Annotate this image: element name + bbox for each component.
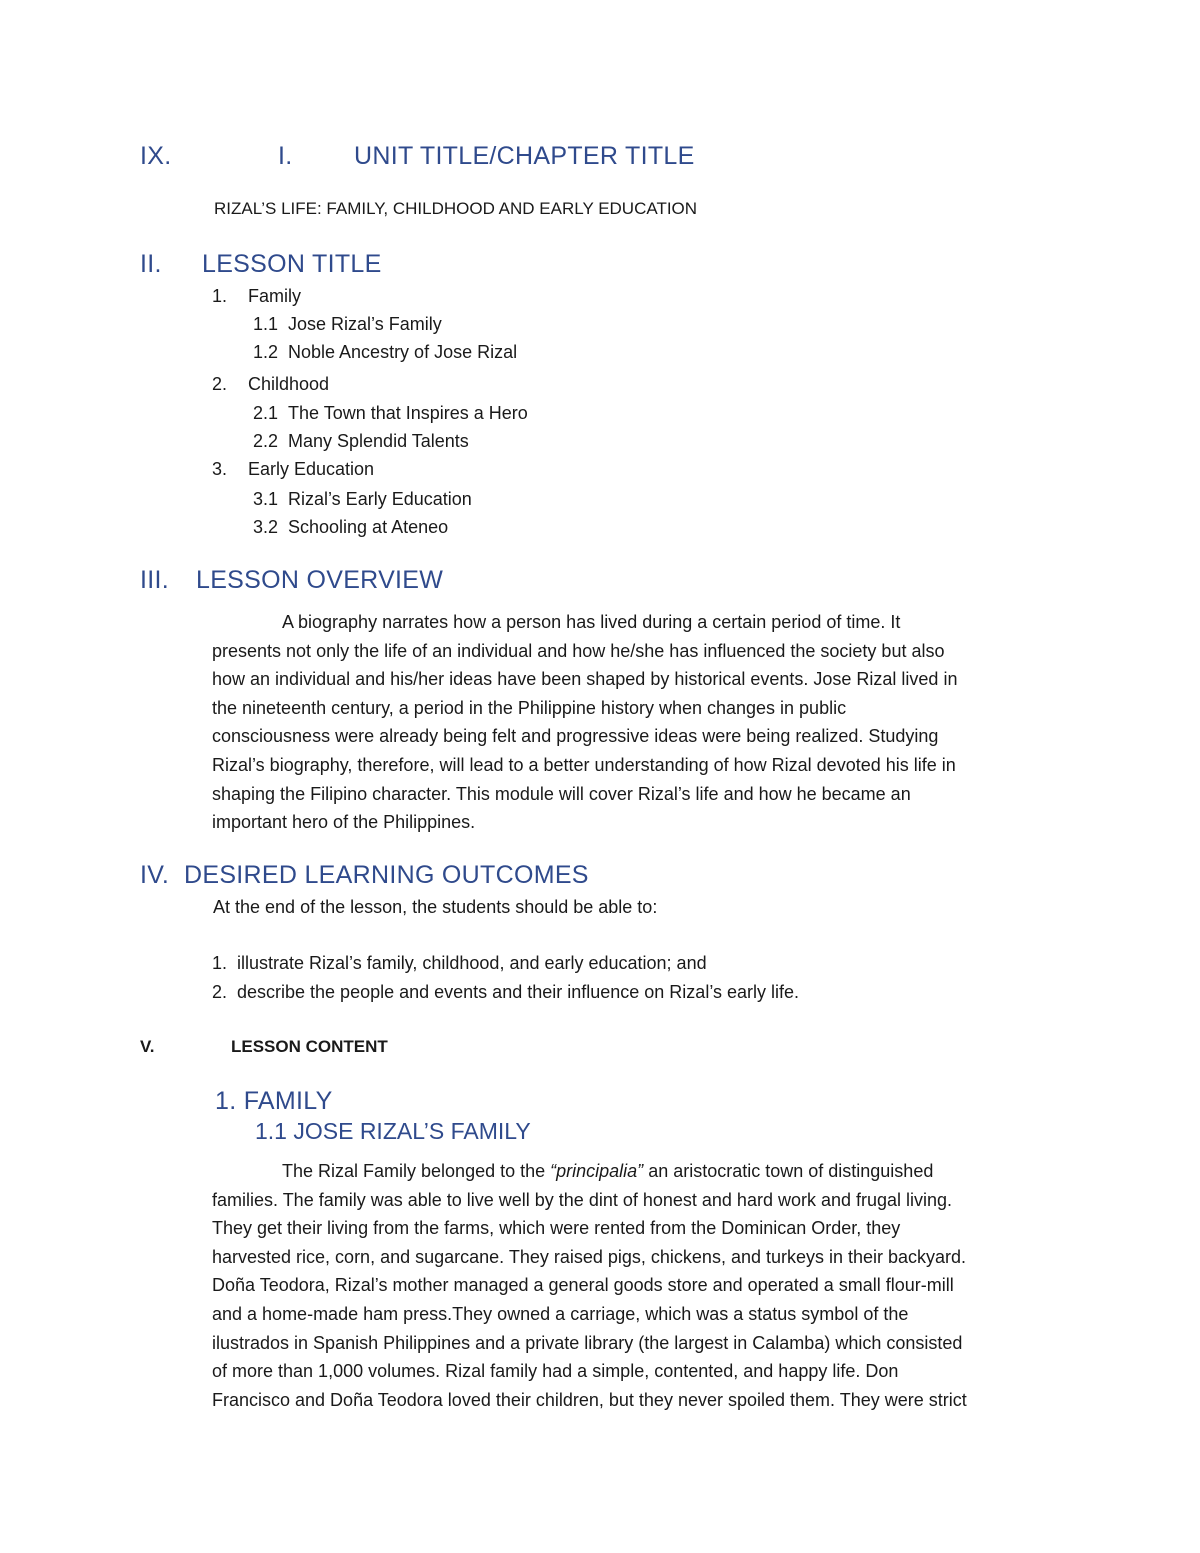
list-item-number: 1.2 xyxy=(253,342,279,362)
principalia-term: “principalia” xyxy=(550,1161,644,1181)
section-heading-family: 1. FAMILY xyxy=(215,1087,333,1115)
paragraph-line: the nineteenth century, a period in the Philippine history when changes in public xyxy=(212,697,847,718)
list-item-number: 1. xyxy=(212,953,228,973)
section-roman-iv: IV. xyxy=(140,861,170,889)
paragraph-line: Doña Teodora, Rizal’s mother managed a general goods store and operated a small flour-mill xyxy=(212,1275,954,1296)
list-item-number: 1. xyxy=(212,286,228,306)
subsection-heading-jose-rizal-family: 1.1 JOSE RIZAL’S FAMILY xyxy=(255,1118,531,1144)
section-roman-ix: IX. xyxy=(140,142,172,170)
list-item: Noble Ancestry of Jose Rizal xyxy=(288,342,518,362)
paragraph-line: ilustrados in Spanish Philippines and a private library (the largest in Calamba) which consisted xyxy=(212,1332,963,1353)
paragraph-line: They get their living from the farms, which were rented from the Dominican Order, they xyxy=(212,1218,901,1239)
list-item-number: 1.1 xyxy=(253,314,279,334)
paragraph-first-line xyxy=(212,1157,1052,1186)
list-item-number: 2.1 xyxy=(253,403,279,423)
paragraph-line: Francisco and Doña Teodora loved their children, but they never spoiled them. They were strict xyxy=(212,1389,967,1410)
list-item: Jose Rizal’s Family xyxy=(288,314,442,334)
list-item: Childhood xyxy=(248,374,330,394)
list-item-number: 2. xyxy=(212,374,228,394)
list-item: describe the people and events and their influence on Rizal’s early life. xyxy=(237,982,800,1002)
text-run: an aristocratic town of distinguished xyxy=(643,1161,934,1181)
paragraph-line: Rizal’s biography, therefore, will lead to a better understanding of how Rizal devoted his life in xyxy=(212,754,956,775)
family-paragraph xyxy=(212,1157,1052,1414)
section-roman-i: I. xyxy=(278,142,293,170)
outcomes-intro: At the end of the lesson, the students should be able to: xyxy=(213,897,658,917)
overview-paragraph xyxy=(212,608,1052,837)
unit-heading: UNIT TITLE/CHAPTER TITLE xyxy=(354,142,695,170)
list-item: Rizal’s Early Education xyxy=(288,489,472,509)
list-item: illustrate Rizal’s family, childhood, and early education; and xyxy=(237,953,707,973)
paragraph-line: shaping the Filipino character. This module will cover Rizal’s life and how he became an xyxy=(212,783,911,804)
paragraph-line: and a home-made ham press.They owned a carriage, which was a status symbol of the xyxy=(212,1303,909,1324)
list-item: Early Education xyxy=(248,459,375,479)
paragraph-line: A biography narrates how a person has lived during a certain period of time. It xyxy=(282,612,901,632)
content-heading: LESSON CONTENT xyxy=(231,1037,388,1056)
unit-title: RIZAL’S LIFE: FAMILY, CHILDHOOD AND EARLY EDUCATION xyxy=(214,199,698,218)
text-run: The Rizal Family belonged to the xyxy=(282,1161,551,1181)
paragraph-line: presents not only the life of an individual and how he/she has influenced the society but also xyxy=(212,640,945,661)
overview-heading: LESSON OVERVIEW xyxy=(196,566,444,594)
paragraph-line: families. The family was able to live well by the dint of honest and hard work and frugal living. xyxy=(212,1189,953,1210)
list-item: Many Splendid Talents xyxy=(288,431,469,451)
lesson-title-heading: LESSON TITLE xyxy=(202,250,382,278)
list-item-number: 3. xyxy=(212,459,228,479)
list-item: Schooling at Ateneo xyxy=(288,517,449,537)
paragraph-line: how an individual and his/her ideas have been shaped by historical events. Jose Rizal lived in xyxy=(212,669,958,690)
paragraph-line: harvested rice, corn, and sugarcane. They raised pigs, chickens, and turkeys in their backyard. xyxy=(212,1246,967,1267)
section-roman-v: V. xyxy=(140,1037,155,1056)
list-item: The Town that Inspires a Hero xyxy=(288,403,528,423)
list-item-number: 3.1 xyxy=(253,489,279,509)
paragraph-line: of more than 1,000 volumes. Rizal family had a simple, contented, and happy life. Don xyxy=(212,1361,899,1382)
list-item-number: 2. xyxy=(212,982,228,1002)
paragraph-line: important hero of the Philippines. xyxy=(212,812,476,833)
list-item-number: 2.2 xyxy=(253,431,279,451)
list-item-number: 3.2 xyxy=(253,517,279,537)
outcomes-heading: DESIRED LEARNING OUTCOMES xyxy=(184,861,589,889)
section-roman-ii: II. xyxy=(140,250,162,278)
list-item: Family xyxy=(248,286,301,306)
section-roman-iii: III. xyxy=(140,566,169,594)
paragraph-line: consciousness were already being felt and progressive ideas were being realized. Studying xyxy=(212,726,939,747)
